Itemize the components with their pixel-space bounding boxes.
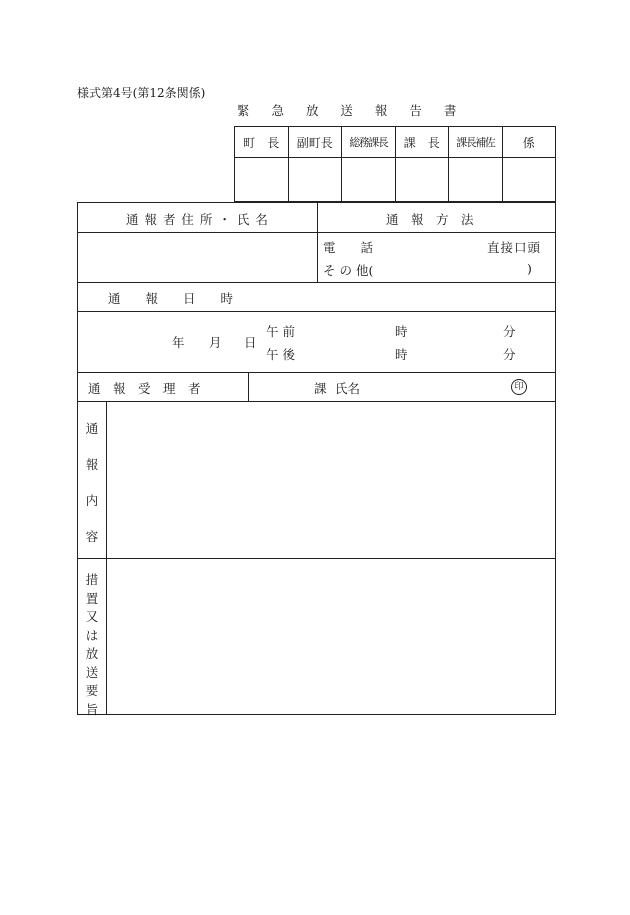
method-phone[interactable]: 電 話	[323, 240, 374, 255]
datetime-pm[interactable]: 午 後	[266, 347, 295, 362]
content-label-char: 報	[85, 457, 99, 472]
reporter-address-name-label: 通 報 者 住 所 ・ 氏 名	[126, 212, 269, 227]
measures-label-char: 又	[85, 609, 99, 624]
divider-receiver	[248, 372, 249, 401]
approval-header-assistant-chief: 課長補佐	[449, 127, 502, 158]
approval-stamp-general-affairs-chief[interactable]	[342, 158, 395, 201]
approval-header-mayor: 町 長	[235, 127, 288, 158]
content-label-char: 通	[85, 421, 99, 436]
approval-header-staff: 係	[503, 127, 556, 158]
approval-header-deputy-mayor: 副町長	[289, 127, 342, 158]
method-other-open[interactable]: そ の 他(	[323, 263, 374, 278]
rule-datetime	[78, 372, 555, 373]
approval-col-general-affairs-chief	[341, 127, 395, 201]
approval-col-assistant-chief	[448, 127, 502, 201]
receiver-name[interactable]: 氏名	[335, 381, 361, 396]
content-label-char: 内	[85, 493, 99, 508]
approval-col-staff	[502, 127, 556, 201]
measures-label-char: 旨	[85, 701, 99, 717]
approval-col-mayor	[235, 127, 288, 201]
datetime-pm-minute[interactable]: 分	[503, 347, 516, 362]
document-title: 緊 急 放 送 報 告 書	[237, 103, 466, 118]
approval-stamp-staff[interactable]	[503, 158, 556, 201]
measures-broadcast-field[interactable]	[107, 559, 555, 714]
approval-stamp-section-chief[interactable]	[396, 158, 449, 201]
receiver-label: 通 報 受 理 者	[88, 381, 201, 396]
form-number: 様式第4号(第12条関係)	[77, 86, 206, 100]
datetime-am-minute[interactable]: 分	[503, 324, 516, 339]
report-datetime-label: 通 報 日 時	[108, 291, 234, 306]
method-other-close: )	[527, 261, 532, 276]
measures-label-char: 置	[85, 590, 99, 606]
approval-col-deputy-mayor	[288, 127, 342, 201]
measures-label-char: 措	[85, 572, 99, 587]
divider-reporter-method	[317, 203, 318, 282]
report-form	[77, 202, 556, 715]
datetime-am[interactable]: 午 前	[266, 324, 295, 339]
measures-label-char: 送	[85, 664, 99, 680]
measures-label	[84, 571, 100, 719]
approval-col-section-chief	[395, 127, 449, 201]
datetime-pm-hour[interactable]: 時	[395, 347, 408, 362]
datetime-day[interactable]: 日	[244, 335, 257, 350]
approval-stamp-mayor[interactable]	[235, 158, 288, 201]
reporter-address-name-field[interactable]	[78, 232, 317, 282]
report-method-label: 通 報 方 法	[386, 212, 474, 227]
content-label-char: 容	[85, 529, 99, 544]
measures-label-char: は	[85, 627, 99, 643]
seal-mark[interactable]: 印	[511, 379, 527, 395]
datetime-am-hour[interactable]: 時	[395, 324, 408, 339]
approval-stamp-assistant-chief[interactable]	[449, 158, 502, 201]
report-content-field[interactable]	[107, 402, 555, 558]
content-label	[84, 419, 100, 547]
datetime-year[interactable]: 年	[172, 335, 185, 350]
rule-reporter	[78, 282, 555, 283]
measures-label-char: 要	[85, 683, 99, 698]
rule-datetime-label	[78, 311, 555, 312]
measures-label-char: 放	[85, 646, 99, 661]
datetime-month[interactable]: 月	[209, 335, 222, 350]
approval-header-general-affairs-chief: 総務課長	[342, 127, 395, 158]
approval-stamp-deputy-mayor[interactable]	[289, 158, 342, 201]
receiver-section[interactable]: 課	[314, 381, 327, 396]
approval-stamp-table	[234, 126, 556, 202]
method-direct-verbal[interactable]: 直接口頭	[487, 240, 542, 255]
approval-header-section-chief: 課 長	[396, 127, 449, 158]
